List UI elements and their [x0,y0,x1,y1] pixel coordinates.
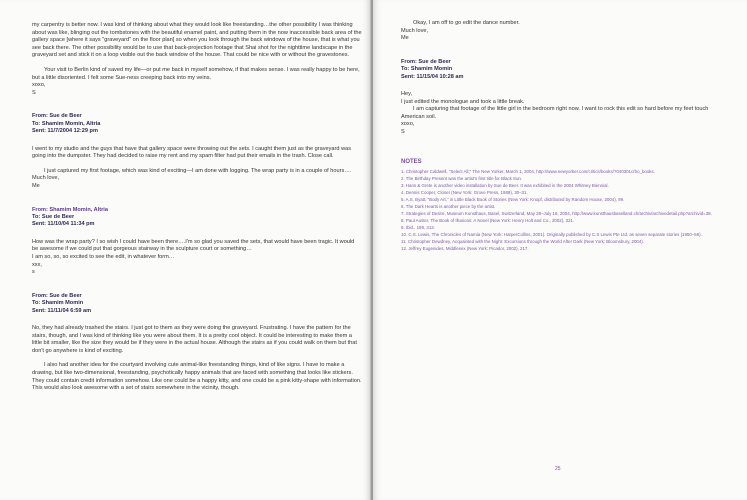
email-header [401,59,731,81]
email-to: To: Shamim Momin, Altria [32,120,101,127]
signature: Me [32,182,40,189]
email-paragraph: I am capturing that footage of the little girl in the bedroom right now. I want to rock this edit so hard before my feet touch American soil. [401,106,709,120]
note-item: 5. A.S. Byatt, "Body Art," in Little Black Book of Stories (New York: Knopf, distributed by Random House, 2004), 99. [401,197,625,203]
email-from: From: Shamim Momin, Altria [32,206,108,213]
email-sent: Sent: 11/11/04 6:59 am [32,307,92,314]
signature: S [401,128,405,135]
note-item: 6. The Dark Hearts is another piece by the artist. [401,204,496,210]
left-page [0,0,371,500]
left-text-column [32,22,362,393]
email-paragraph: No, they had already trashed the stairs. I just got to them as they were doing the graveyard. Frustrating. I have the pattern for the stairs, though, and I was kind of thinking like you were about them. It is a pretty cool object. It could be interesting to make them a little bit smaller, like the size they would be if they were in the actual house. Although the stairs as if you could walk on them but that don't go anywhere is kind of exciting. [32,324,357,354]
note-item: 7. Strategies of Desire, Museum Kunsthaus, Basel, Switzerland, May 28–July 18, 2004, http://www.kunsthausbaselland.ch/archiv/archivedetail.php?archivid=38. [401,211,712,217]
email-header [32,113,362,135]
notes-section [401,159,731,253]
email-sent: Sent: 11/10/04 11:34 pm [32,221,95,228]
signoff: xoxo, [401,121,415,128]
email-sent: Sent: 11/15/04 10:28 am [401,73,464,80]
email-greeting: Hey, [401,91,413,97]
signoff: xoxo, [32,82,46,89]
intro-paragraph: my carpentry is better now. I was kind of thinking about what they would look like freestanding…the other possibility I was thinking about was like, blinging out the tombstones with the beautiful enamel paint, and putting them in the now inaccessible back area of the gallery space [where it says "graveyard" on the floor plan] so when you look through the back windows of the house, that is what you see back there. The other possibility would be to use that back-projection footage that Shai shot for the nighttime landscape in the graveyard set and stick it on a loop visible out the back window of the house. That could be nice with or without the gravestones. [32,22,362,59]
note-item: 2. The Birthday Present was the artist's first title for Black Sun. [401,176,523,182]
email-to: To: Shamim Momin [32,300,84,307]
note-item: 10. C.S. Lewis, The Chronicles of Narnia (New York: HarperCollins, 2001). Originally published by C.S Lewis Pte Ltd. as seven separate stories (1950–56). [401,232,702,238]
note-item: 9. Ibid., 199, 313. [401,225,435,231]
right-text-column [401,20,731,252]
email-paragraph: I just edited the monologue and took a little break. [401,98,525,105]
signature: Me [401,35,409,42]
page-number: 25 [555,466,561,472]
email-paragraph: I also had another idea for the courtyard involving cute animal-like freestanding things, kind of like signs. I have to make a drawing, but like two-dimensional, freestanding, psychotically happy animals that are faced with something that looks like stickers. They could contain credit information somehow. Like one could be a happy kitty, and one could be a pink kitty-shape with information. This would also look awesome with a set of stairs somewhere in the vicinity, though. [32,362,362,392]
note-item: 12. Jeffrey Eugenides, Middlesex (New York: Picador, 2002), 217. [401,246,529,252]
email-paragraph: I went to my studio and the guys that have that gallery space were throwing out the sets. I caught them just as the graveyard was going into the dumpster. They had decided to raise my rent and my spam filter had put their emails in the trash. Close call. [32,145,352,160]
signoff: xxx, [32,261,42,268]
email-paragraph: I just captured my first footage, which was kind of exciting—I am done with logging. The wrap party is in a couple of hours…. [44,167,352,174]
email-to: To: Sue de Beer [32,213,75,220]
email-from: From: Sue de Beer [401,58,451,65]
email-header [32,207,362,229]
email-paragraph: How was the wrap party? I so wish I could have been there….I'm so glad you saved the sets, that would have been tragic. It would be awesome if we could put that gorgeous stairway in the sculpture court or something… [32,238,355,253]
email-header [32,293,362,315]
email-from: From: Sue de Beer [32,113,82,120]
email-sent: Sent: 11/7/2004 12:29 pm [32,128,98,135]
signature: s [32,269,35,276]
notes-heading: NOTES [401,158,422,165]
email-paragraph: Okay, I am off to go edit the dance number. [413,20,520,26]
note-item: 11. Christopher Dewdney, Acquainted with the Night: Excursions through the World After Dark (New York: Bloomsbury, 2004). [401,239,644,245]
note-item: 1. Christopher Caldwell, "Select All," The New Yorker, March 1, 2004, http://www.newyorker.com/critics/books/?040301crbo_books. [401,169,655,175]
note-item: 3. Hans & Grete is another video installation by Sue de Beer. It was exhibited in the 2004 Whitney Biennial. [401,183,609,189]
note-item: 4. Dennis Cooper, Closer (New York: Grove Press, 1989), 30–31. [401,190,528,196]
signoff: Much love, [32,175,60,182]
signoff: Much love, [401,27,429,34]
signature: S [32,89,36,96]
email-to: To: Shamim Momin [401,66,453,73]
email-from: From: Sue de Beer [32,292,82,299]
email-paragraph: I am so, so, so excited to see the edit, in whatever form… [32,253,175,260]
right-page [373,0,747,500]
intro-paragraph: Your visit to Berlin kind of saved my life—or put me back in myself somehow, if that makes sense. I was really happy to be here, but a little disoriented. I felt some Sue-ness creeping back into my veins. [32,66,360,81]
note-item: 8. Paul Auster, The Book of Illusions: A Novel (New York: Henry Holt and Co., 2002), 321. [401,218,575,224]
